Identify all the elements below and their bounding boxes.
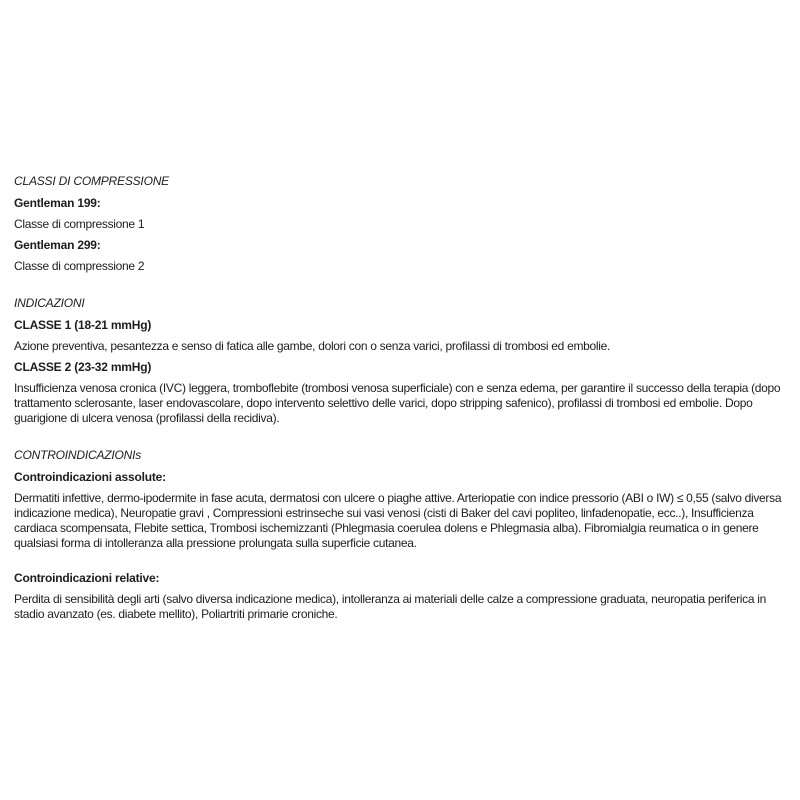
- contraindications-absolute-text: Dermatiti infettive, dermo-ipodermite in fase acuta, dermatosi con ulcere o piaghe attive. Arteriopatie con indice pressorio (ABI o IW) ≤ 0,55 (salvo diversa indicazione medica), Neuropatie gravi , Compressioni estrinseche sui vasi venosi (cisti di Baker del cavi popliteo, linfadenopatie, ecc..), Insufficienza cardiaca scompensata, Flebite settica, Trombosi ischemizzanti (Phlegmasia coerulea dolens e Phlegmasia alba). Fibromialgia reumatica o in genere qualsiasi forma di intolleranza alla pressione prolungata sulla superficie cutanea.: [14, 491, 782, 550]
- classe-2-heading: CLASSE 2 (23-32 mmHg): [14, 360, 152, 374]
- classe-2-description: Insufficienza venosa cronica (IVC) leggera, tromboflebite (trombosi venosa superficiale) con e senza edema, per garantire il successo della terapia (dopo trattamento sclerosante, laser endovascolare, dopo intervento selettivo delle varici, dopo stripping safenico), profilassi di trombosi ed embolie. Dopo guarigione di ulcera venosa (profilassi della recidiva).: [14, 381, 781, 425]
- gentleman-199-label: Gentleman 199:: [14, 196, 101, 210]
- gentleman-299-class: Classe di compressione 2: [14, 259, 145, 273]
- section-indications: [14, 296, 786, 426]
- section-contraindications: [14, 448, 786, 622]
- contraindications-absolute-heading: Controindicazioni assolute:: [14, 470, 166, 484]
- contraindications-relative-heading: Controindicazioni relative:: [14, 571, 160, 585]
- classe-1-description: Azione preventiva, pesantezza e senso di fatica alle gambe, dolori con o senza varici, profilassi di trombosi ed embolie.: [14, 339, 611, 353]
- gentleman-299-label: Gentleman 299:: [14, 238, 101, 252]
- section-heading-indicazioni: INDICAZIONI: [14, 296, 85, 310]
- classe-1-heading: CLASSE 1 (18-21 mmHg): [14, 318, 152, 332]
- contraindications-relative-text: Perdita di sensibilità degli arti (salvo diversa indicazione medica), intolleranza ai materiali delle calze a compressione graduata, neuropatia periferica in stadio avanzato (es. diabete mellito), Poliartriti primarie croniche.: [14, 592, 766, 621]
- section-heading-classi-di-compressione: CLASSI DI COMPRESSIONE: [14, 174, 169, 188]
- section-heading-controindicazioni: CONTROINDICAZIONIs: [14, 448, 142, 462]
- section-compression-classes: [14, 174, 786, 274]
- gentleman-199-class: Classe di compressione 1: [14, 217, 145, 231]
